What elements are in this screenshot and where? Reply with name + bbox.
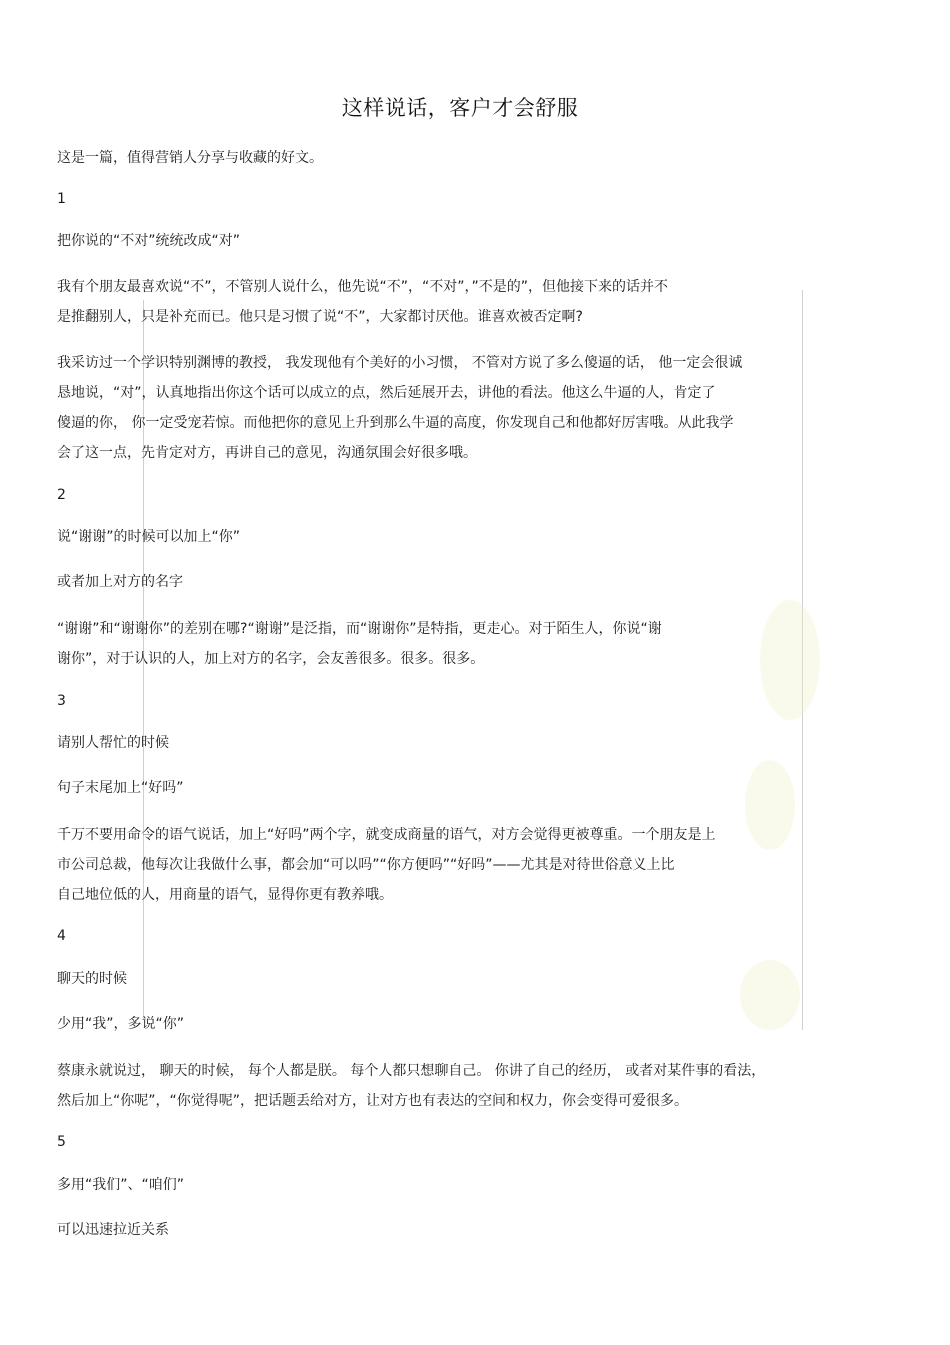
section-subheading: 少用“我”，多说“你” [57, 1016, 185, 1032]
paragraph-line: 蔡康永就说过， 聊天的时候， 每个人都是朕。 每个人都只想聊自己。 你讲了自己的经历， 或者对某件事的看法， [57, 1063, 766, 1079]
paragraph-line: 我有个朋友最喜欢说“不”，不管别人说什么，他先说“不”，“不对”，”不是的”，但他接下来的话并不 [57, 279, 669, 295]
paragraph-line: 会了这一点，先肯定对方，再讲自己的意见，沟通氛围会好很多哦。 [57, 445, 477, 461]
paragraph-line: 我采访过一个学识特别渊博的教授， 我发现他有个美好的小习惯， 不管对方说了多么傻逼的话， 他一定会很诚 [57, 355, 743, 371]
section-heading: 说“谢谢”的时候可以加上“你” [57, 529, 241, 545]
paragraph-line: 是推翻别人，只是补充而已。他只是习惯了说“不”，大家都讨厌他。谁喜欢被否定啊? [57, 309, 583, 325]
section-number: 2 [57, 487, 66, 503]
paragraph-line: “谢谢”和“谢谢你”的差别在哪?“谢谢”是泛指，而“谢谢你”是特指，更走心。对于陌生人，你说“谢 [57, 621, 662, 637]
paragraph-line: 谢你”，对于认识的人，加上对方的名字，会友善很多。很多。很多。 [57, 651, 485, 667]
paragraph-line: 然后加上“你呢”，“你觉得呢”，把话题丢给对方，让对方也有表达的空间和权力，你会变得可爱很多。 [57, 1093, 689, 1109]
section-number: 3 [57, 693, 66, 709]
section-number: 1 [57, 191, 66, 207]
section-number: 5 [57, 1134, 66, 1150]
scan-artifact-stain [740, 960, 800, 1030]
section-subheading: 句子末尾加上“好吗” [57, 780, 184, 796]
section-subheading: 或者加上对方的名字 [57, 574, 183, 590]
document-title: 这样说话，客户才会舒服 [341, 96, 579, 120]
paragraph-line: 自己地位低的人，用商量的语气，显得你更有教养哦。 [57, 887, 393, 903]
paragraph-line: 恳地说，“对”，认真地指出你这个话可以成立的点，然后延展开去，讲他的看法。他这么牛逼的人，肯定了 [57, 385, 716, 401]
section-heading: 请别人帮忙的时候 [57, 735, 169, 751]
paragraph-line: 市公司总裁，他每次让我做什么事，都会加“可以吗”“你方便吗”“好吗”——尤其是对待世俗意义上比 [57, 857, 675, 873]
paragraph-line: 千万不要用命令的语气说话，加上“好吗”两个字，就变成商量的语气，对方会觉得更被尊重。一个朋友是上 [57, 827, 716, 843]
section-heading: 多用“我们”、“咱们” [57, 1177, 185, 1193]
section-heading: 把你说的“不对”统统改成“对” [57, 233, 241, 249]
paragraph-line: 傻逼的你， 你一定受宠若惊。而他把你的意见上升到那么牛逼的高度，你发现自己和他都好厉害哦。从此我学 [57, 415, 734, 431]
section-number: 4 [57, 928, 66, 944]
section-heading: 聊天的时候 [57, 971, 127, 987]
scan-artifact-stain [745, 760, 795, 850]
intro-text: 这是一篇，值得营销人分享与收藏的好文。 [57, 150, 323, 166]
scan-artifact-stain [760, 600, 820, 720]
section-subheading: 可以迅速拉近关系 [57, 1222, 169, 1238]
